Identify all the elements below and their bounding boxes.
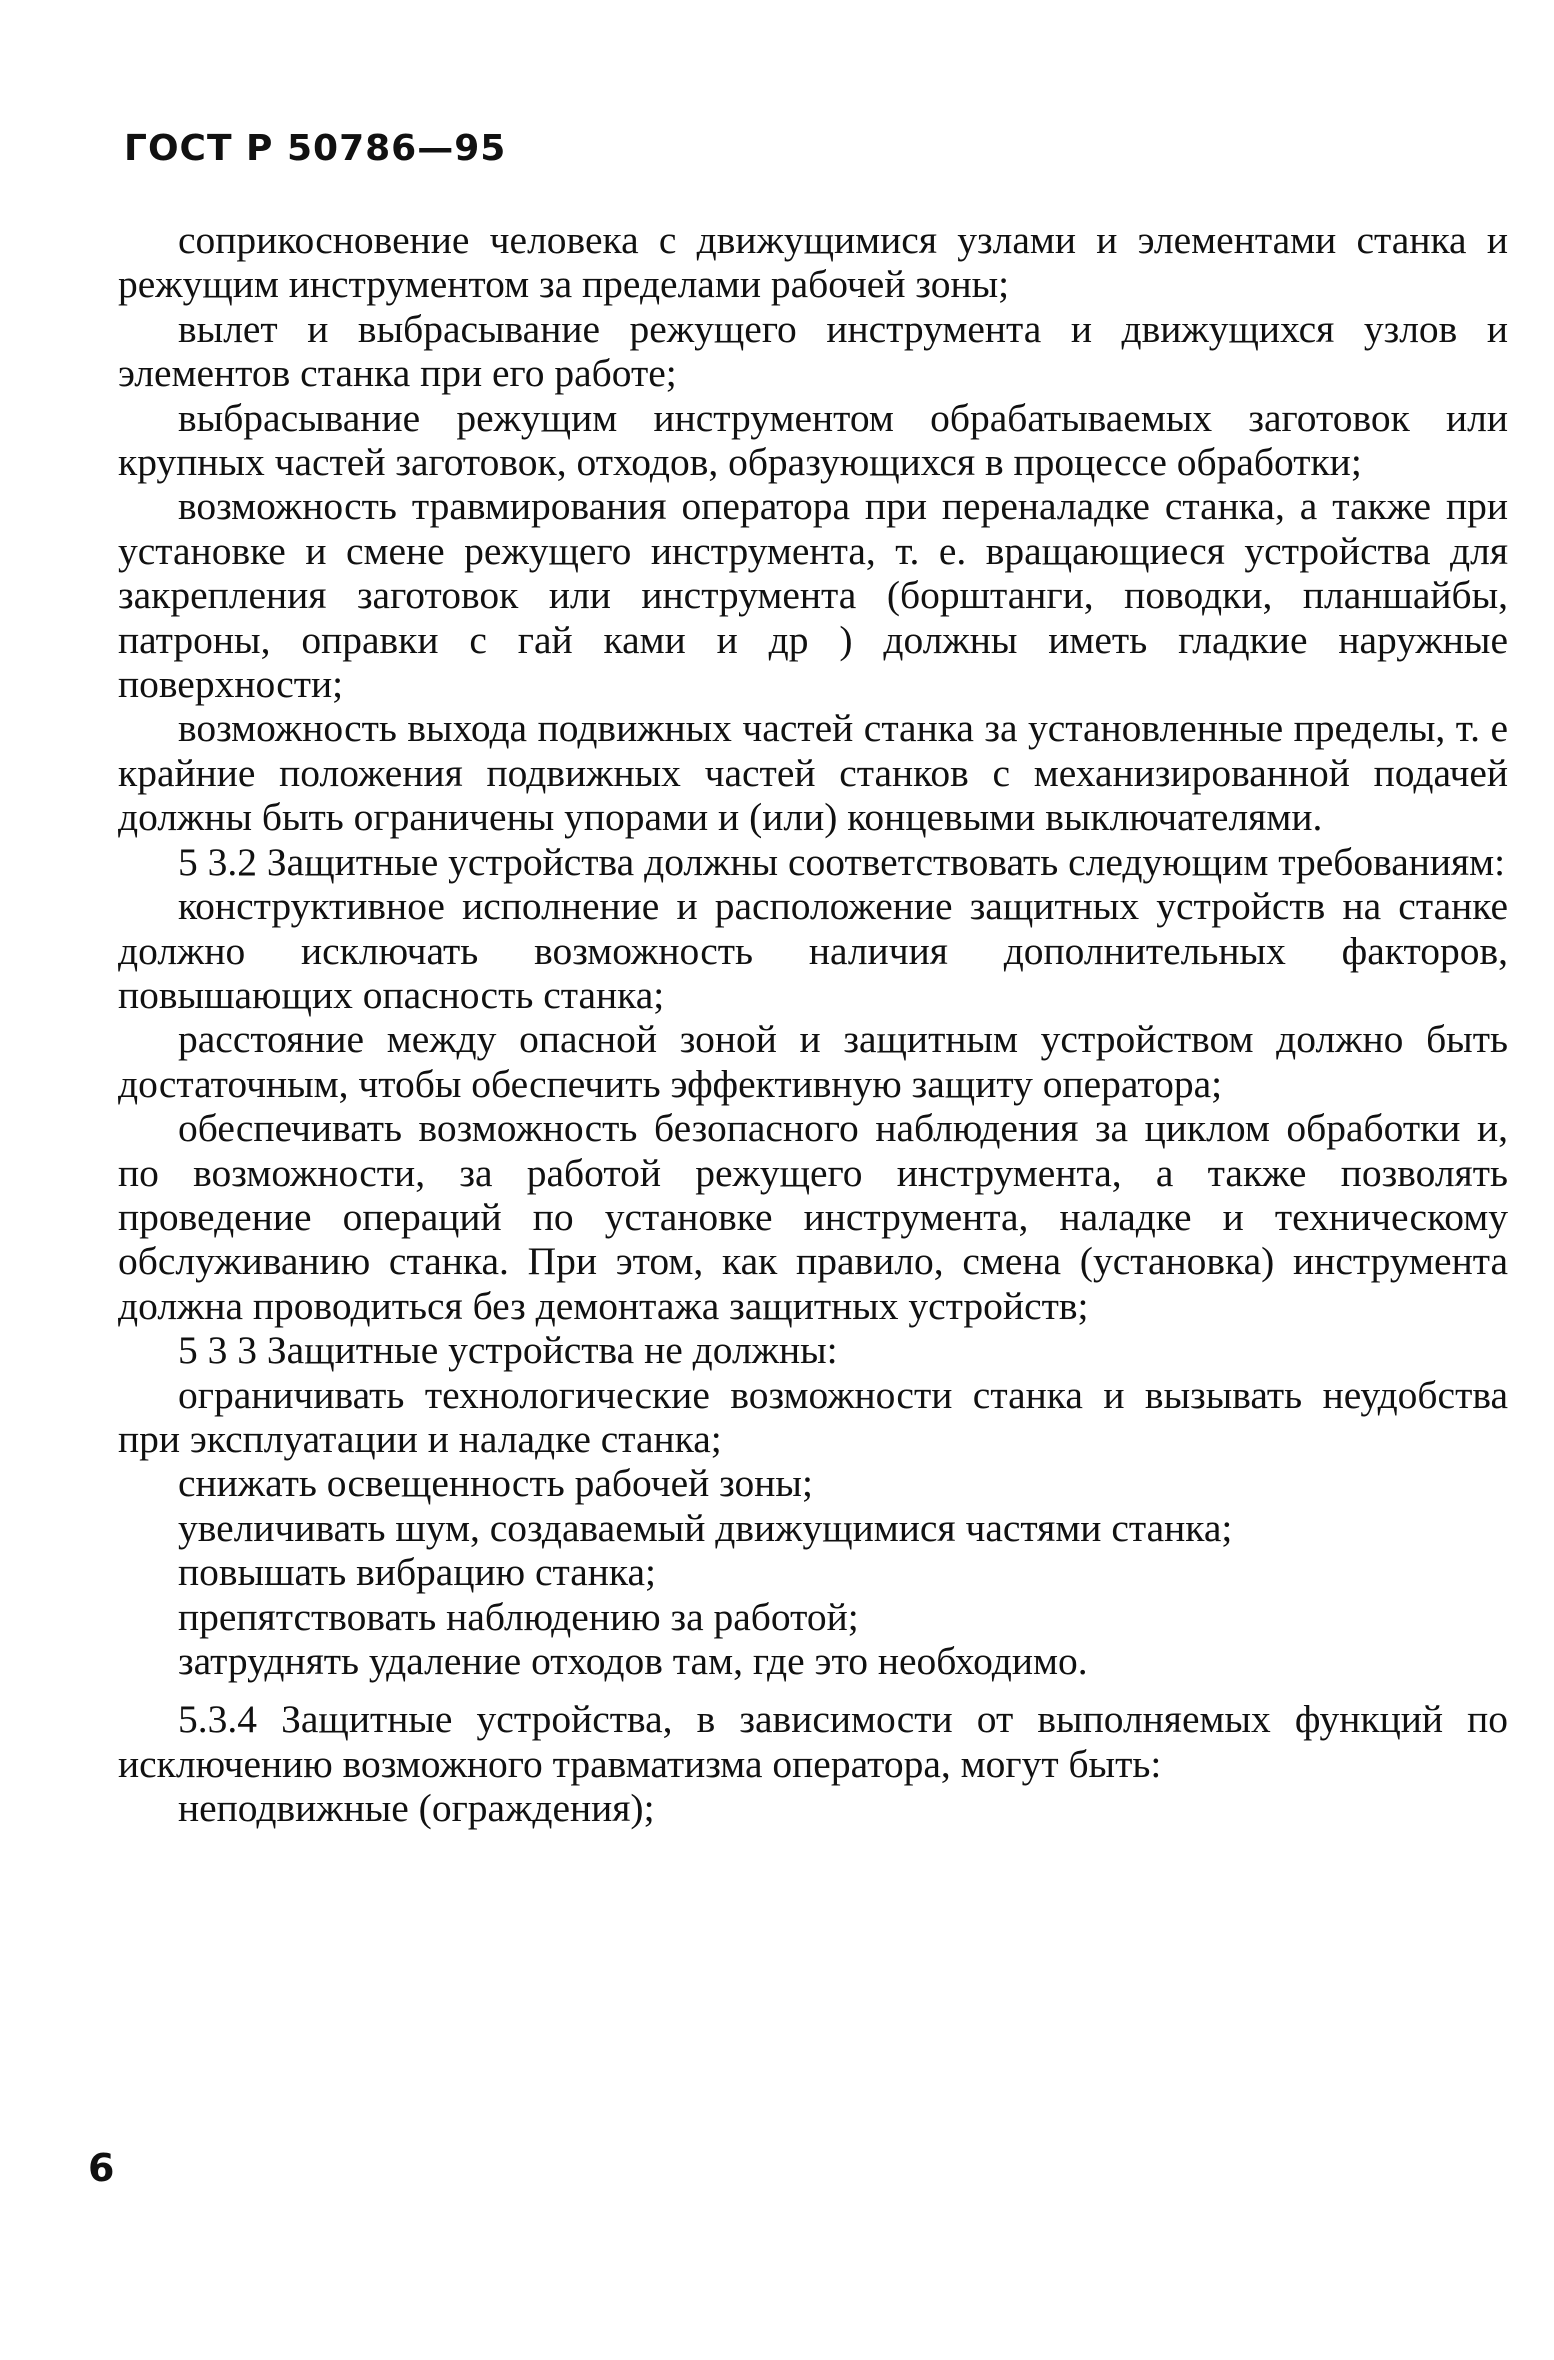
section-5-3-2: 5 3.2 Защитные устройства должны соответствовать следующим требованиям: xyxy=(178,839,1506,884)
paragraph: возможность травмирования оператора при переналадке станка, а также при установке и смене режущего инструмента, т. е. вращающиеся устройства для закрепления заготовок или инструмента (борштанги, поводки, планшайбы, патроны, оправки с гай ками и др ) должны иметь гладкие наружные поверхности; xyxy=(118,484,1508,707)
list-item: повышать вибрацию станка; xyxy=(178,1550,657,1595)
paragraph: вылет и выбрасывание режущего инструмента и движущихся узлов и элементов станка при его работе; xyxy=(118,306,1508,396)
paragraph: выбрасывание режущим инструментом обрабатываемых заготовок или крупных частей заготовок, отходов, образующихся в процессе обработки; xyxy=(118,395,1508,485)
list-item: увеличивать шум, создаваемый движущимися частями станка; xyxy=(178,1505,1233,1550)
page-number: 6 xyxy=(88,2146,115,2190)
paragraph: конструктивное исполнение и расположение защитных устройств на станке должно исключать возможность наличия дополнительных факторов, повышающих опасность станка; xyxy=(118,884,1508,1017)
document-header: ГОСТ Р 50786—95 xyxy=(124,128,507,169)
paragraph: соприкосновение человека с движущимися узлами и элементами станка и режущим инструментом за пределами рабочей зоны; xyxy=(118,218,1508,307)
list-item: снижать освещенность рабочей зоны; xyxy=(178,1461,813,1506)
paragraph: расстояние между опасной зоной и защитным устройством должно быть достаточным, чтобы обеспечить эффективную защиту оператора; xyxy=(118,1017,1508,1106)
paragraph: возможность выхода подвижных частей станка за установленные пределы, т. е крайние положения подвижных частей станков с механизированной подачей должны быть ограничены упорами и (или) концевыми выключателями. xyxy=(118,706,1508,840)
section-5-3-3: 5 3 3 Защитные устройства не должны: xyxy=(178,1328,838,1373)
document-body xyxy=(118,218,1508,1831)
paragraph: ограничивать технологические возможности станка и вызывать неудобства при эксплуатации и наладке станка; xyxy=(118,1372,1508,1461)
list-item: неподвижные (ограждения); xyxy=(178,1786,655,1831)
list-item: затруднять удаление отходов там, где это необходимо. xyxy=(178,1639,1088,1683)
paragraph: обеспечивать возможность безопасного наблюдения за циклом обработки и, по возможности, за работой режущего инструмента, а также позволять проведение операций по установке инструмента, наладке и техническому обслуживанию станка. При этом, как правило, смена (установка) инструмента должна проводиться без демонтажа защитных устройств; xyxy=(118,1106,1508,1328)
section-5-3-4: 5.3.4 Защитные устройства, в зависимости от выполняемых функций по исключению возможного травматизма оператора, могут быть: xyxy=(118,1697,1508,1786)
list-item: препятствовать наблюдению за работой; xyxy=(178,1594,859,1639)
